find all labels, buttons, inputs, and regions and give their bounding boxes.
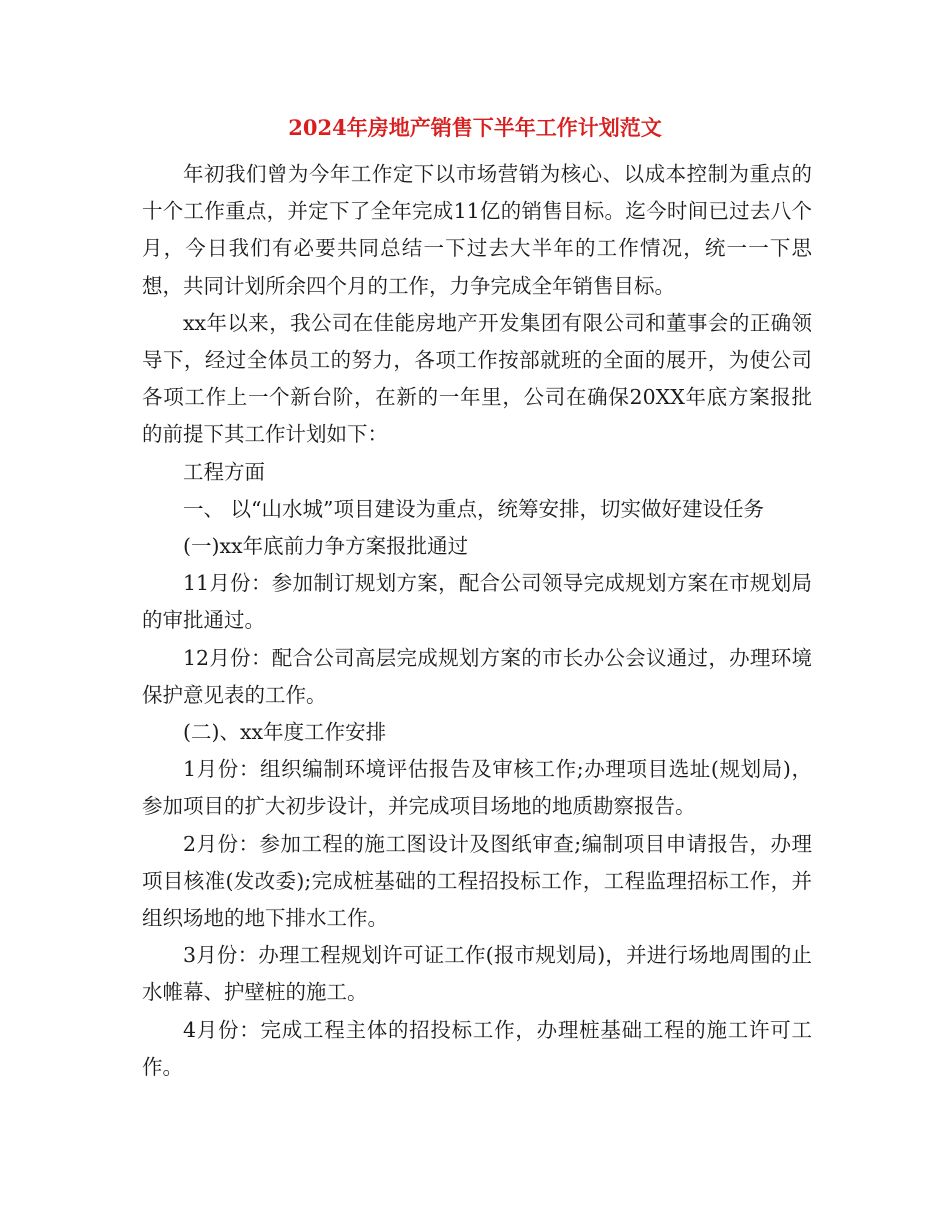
paragraph-intro: 年初我们曾为今年工作定下以市场营销为核心、以成本控制为重点的十个工作重点，并定下了全年完成11亿的销售目标。迄今时间已过去八个月，今日我们有必要共同总结一下过去大半年的工作情况，统一一下思想，共同计划所余四个月的工作，力争完成全年销售目标。 (142, 162, 812, 298)
paragraph-february: 2月份：参加工程的施工图设计及图纸审查;编制项目申请报告，办理项目核准(发改委);完成桩基础的工程招投标工作，工程监理招标工作，并组织场地的地下排水工作。 (142, 831, 812, 931)
section-heading-engineering: 工程方面 (183, 459, 265, 484)
paragraph-november: 11月份：参加制订规划方案，配合公司领导完成规划方案在市规划局的审批通过。 (142, 571, 812, 633)
document-title: 2024年房地产销售下半年工作计划范文 (288, 115, 662, 140)
paragraph-december: 12月份：配合公司高层完成规划方案的市长办公会议通过，办理环境保护意见表的工作。 (142, 645, 812, 707)
subsection-heading-1: (一)xx年底前力争方案报批通过 (183, 534, 469, 559)
paragraph-march: 3月份：办理工程规划许可证工作(报市规划局)，并进行场地周围的止水帷幕、护壁桩的施工。 (142, 943, 812, 1005)
paragraph-january: 1月份：组织编制环境评估报告及审核工作;办理项目选址(规划局)，参加项目的扩大初步设计，并完成项目场地的地质勘察报告。 (142, 757, 812, 819)
paragraph-april: 4月份：完成工程主体的招投标工作，办理桩基础工程的施工许可工作。 (142, 1017, 812, 1079)
paragraph-background: xx年以来，我公司在佳能房地产开发集团有限公司和董事会的正确领导下，经过全体员工的努力，各项工作按部就班的全面的展开，为使公司各项工作上一个新台阶，在新的一年里，公司在确保20XX年底方案报批的前提下其工作计划如下： (142, 310, 812, 447)
section-item-one: 一、 以“山水城”项目建设为重点，统筹安排，切实做好建设任务 (183, 496, 764, 521)
subsection-heading-2: (二)、xx年度工作安排 (183, 720, 387, 745)
document-body (142, 156, 812, 1086)
